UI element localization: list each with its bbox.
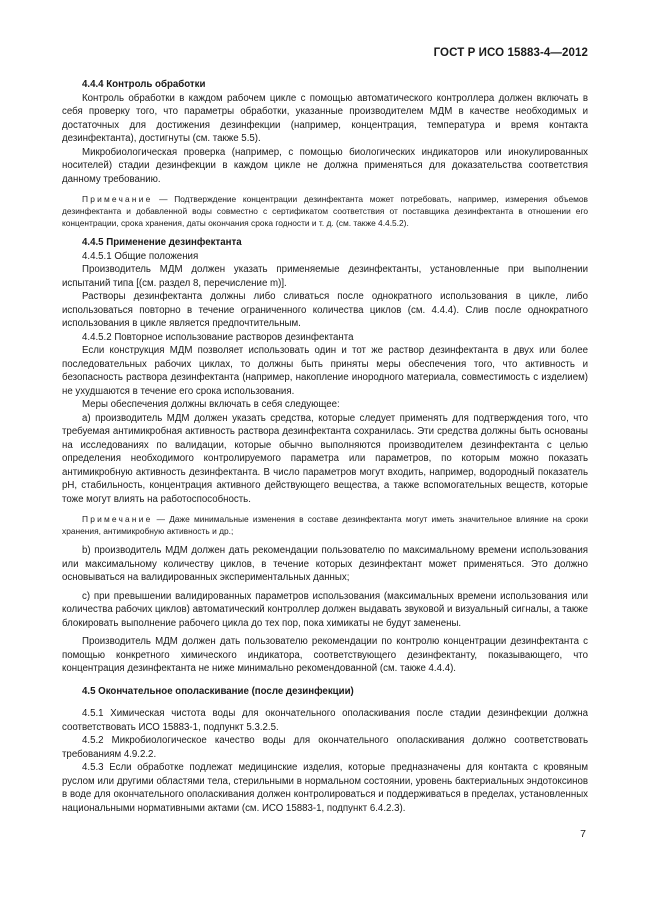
section-4-4-5-title: 4.4.5 Применение дезинфектанта — [82, 237, 242, 248]
paragraph: Производитель МДМ должен указать применяемые дезинфектанты, установленные при выполнении испытаний типа [(см. раздел 8, перечисление m)]. — [62, 264, 588, 289]
paragraph: Меры обеспечения должны включать в себя следующее: — [82, 399, 340, 410]
paragraph: Контроль обработки в каждом рабочем цикле с помощью автоматического контроллера должен включать в себя проверку того, что параметры обработки, указанные производителем МДМ в качестве необходимых и достаточных для достижения дезинфекции (например, концентрация, температура и время контакта дезинфектанта), достигнуты (см. также 5.5). — [62, 92, 588, 144]
note-text: — Даже минимальные изменения в составе дезинфектанта могут иметь значительное влияние на сроки хранения, антимикробную активность и др.; — [62, 514, 588, 536]
paragraph: Микробиологическая проверка (например, с помощью биологических индикаторов или инокулированных носителей) стадии дезинфекции в каждом цикле не должна применяться для доказательства соответствия данному требованию. — [62, 146, 588, 185]
page-number: 7 — [580, 828, 586, 840]
note-1 — [62, 193, 588, 229]
subsection-4-4-5-1-title: 4.4.5.1 Общие положения — [82, 250, 199, 262]
note-text: — Подтверждение концентрации дезинфектанта может потребовать, например, измерения объемов дезинфектанта и добавленной воды совместно с сертификатом соответствия от поставщика дезинфектанта в отношении его концентрации, срока хранения, даты окончания срока годности и т. д. (см. также 4.4.5.2). — [62, 194, 588, 228]
list-item-b: b) производитель МДМ должен дать рекомендации пользователю по максимальному времени использования или максимальному количеству циклов, в течение которых дезинфектант может применяться. Это должно основываться на валидированных экспериментальных данных; — [62, 545, 588, 583]
note-2 — [62, 513, 588, 537]
list-item-a: a) производитель МДМ должен указать средства, которые следует применять для подтверждения того, что требуемая антимикробная активность раствора дезинфектанта сохранилась. Эти средства должны быть основаны на исследованиях по валидации, которые обычно выполняются производителем дезинфектанта с целью определения необходимого контролируемого параметра или параметров, по которым можно показать антимикробную активность дезинфектанта. В число параметров могут входить, например, водородный показатель рН, стабильность, концентрация активного действующего вещества, а также вспомогательных веществ, которые тоже могут влиять на работоспособность. — [62, 412, 588, 505]
clause-4-5-2: 4.5.2 Микробиологическое качество воды для окончательного ополаскивания должно соответствовать требованиям 4.9.2.2. — [62, 735, 588, 760]
standard-header: ГОСТ Р ИСО 15883-4—2012 — [433, 47, 588, 59]
paragraph: Если конструкция МДМ позволяет использовать один и тот же раствор дезинфектанта в двух или более последовательных рабочих циклах, то должны быть приняты меры обеспечения того, что активность и безопасность раствора дезинфектанта (например, накопление инородного материала, совместимость с изделием) не ухудшаются в течение его срока использования. — [62, 345, 588, 397]
section-4-4-4-title: 4.4.4 Контроль обработки — [82, 79, 206, 90]
subsection-4-4-5-2-title: 4.4.5.2 Повторное использование растворов дезинфектанта — [82, 331, 354, 343]
list-item-c: c) при превышении валидированных параметров использования (максимальных времени использования или количества рабочих циклов) автоматический контроллер должен выдавать звуковой и визуальный сигналы, а также блокировать выполнение рабочего цикла до тех пор, пока химикаты не будут заменены. — [62, 590, 588, 629]
note-label: Примечание — [82, 194, 153, 204]
note-label: Примечание — [82, 514, 153, 524]
document-body — [62, 78, 588, 815]
paragraph: Производитель МДМ должен дать пользователю рекомендации по контролю концентрации дезинфектанта с помощью конкретного химического индикатора, соответствующего дезинфектанту, показывающего, что концентрация дезинфектанта не ниже минимально рекомендованной (см. также 4.4.4). — [62, 636, 588, 674]
paragraph: Растворы дезинфектанта должны либо сливаться после однократного использования в цикле, либо использоваться повторно в течение ограниченного количества циклов (см. 4.4.4). Слив после однократного использования в цикле является предпочтительным. — [62, 291, 588, 329]
clause-4-5-1: 4.5.1 Химическая чистота воды для окончательного ополаскивания после стадии дезинфекции должна соответствовать ИСО 15883-1, подпункт 5.3.2.5. — [62, 708, 588, 733]
clause-4-5-3: 4.5.3 Если обработке подлежат медицинские изделия, которые предназначены для контакта с кровяным руслом или другими областями тела, стерильными в нормальном состоянии, уровень бактериальных эндотоксинов в воде для окончательного ополаскивания должен контролироваться и поддерживаться в пределах, установленных национальными нормативными актами (см. ИСО 15883-1, подпункт 6.4.2.3). — [62, 762, 588, 814]
section-4-5-title: 4.5 Окончательное ополаскивание (после дезинфекции) — [82, 685, 354, 697]
